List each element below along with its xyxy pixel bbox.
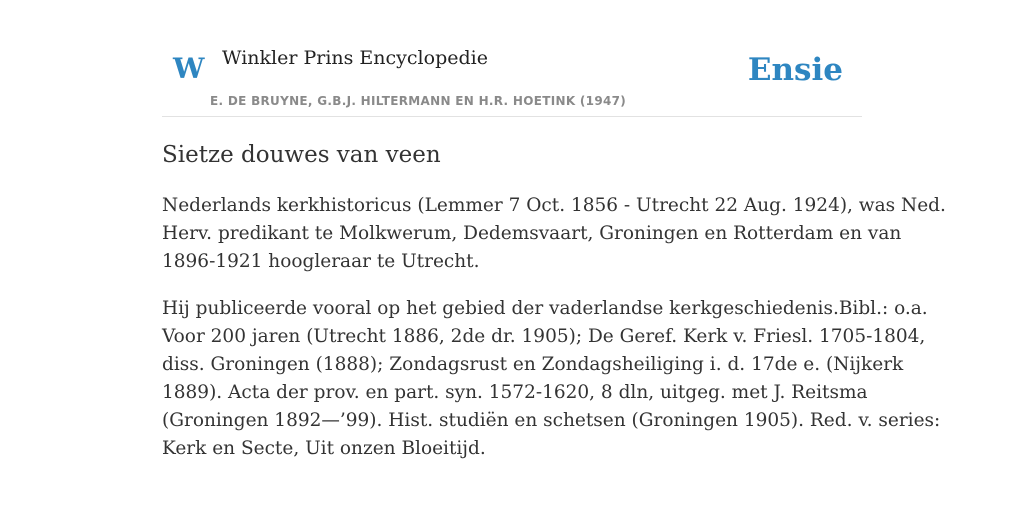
paragraph-line: diss. Groningen (1888); Zondagsrust en Zondagsheiliging i. d. 17de e. (Nijkerk xyxy=(162,354,904,375)
paragraph-line: Herv. predikant te Molkwerum, Dedemsvaart, Groningen en Rotterdam en van xyxy=(162,223,902,244)
paragraph-line: Kerk en Secte, Uit onzen Bloeitijd. xyxy=(162,438,486,459)
article-paragraph-2 xyxy=(162,295,941,463)
source-logo-icon[interactable]: W xyxy=(173,52,205,85)
source-title[interactable]: Winkler Prins Encyclopedie xyxy=(222,47,488,69)
article-paragraph-1 xyxy=(162,192,946,276)
ensie-logo-link[interactable]: Ensie xyxy=(747,52,843,88)
paragraph-line: (Groningen 1892—’99). Hist. studiën en schetsen (Groningen 1905). Red. v. series: xyxy=(162,410,941,431)
article-title: Sietze douwes van veen xyxy=(162,142,441,168)
paragraph-line: 1896-1921 hoogleraar te Utrecht. xyxy=(162,251,480,272)
paragraph-line: Nederlands kerkhistoricus (Lemmer 7 Oct. 1856 - Utrecht 22 Aug. 1924), was Ned. xyxy=(162,195,946,216)
paragraph-line: Voor 200 jaren (Utrecht 1886, 2de dr. 1905); De Geref. Kerk v. Friesl. 1705-1804, xyxy=(162,326,926,347)
paragraph-line: 1889). Acta der prov. en part. syn. 1572-1620, 8 dln, uitgeg. met J. Reitsma xyxy=(162,382,868,403)
paragraph-line: Hij publiceerde vooral op het gebied der vaderlandse kerkgeschiedenis.Bibl.: o.a. xyxy=(162,298,928,319)
source-header xyxy=(162,0,862,117)
source-authors: E. DE BRUYNE, G.B.J. HILTERMANN EN H.R. HOETINK (1947) xyxy=(210,94,627,108)
